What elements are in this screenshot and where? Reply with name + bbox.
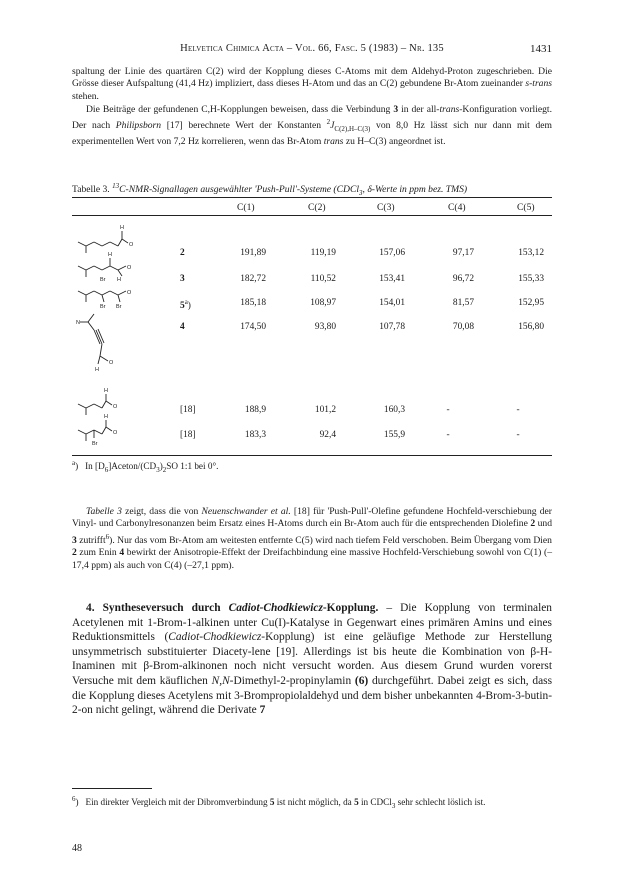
atom-label: H [108, 252, 112, 258]
s4-b2: 7 [259, 704, 266, 717]
tf-s1: 6 [104, 465, 109, 474]
atom-label: Br [100, 304, 106, 310]
s4-b1: (6) [354, 674, 369, 687]
cell: 96,72 [452, 274, 474, 284]
cell: 119,19 [310, 248, 336, 258]
cell: 155,9 [383, 430, 405, 440]
atom-label: H [120, 225, 124, 231]
p1-text: spaltung der Linie des quartären C(2) wird der Kopplung dieses C-Atoms mit dem Aldehyd-Proton zugeschrieben. Die Grösse dieser Aufspaltung (41,4 Hz) impliziert, dass dieses H-Atom und das an C(2) gebundene Br-Atom zueinander [72, 66, 552, 90]
p3-b2: 3 [72, 535, 77, 546]
cell: 153,12 [518, 248, 544, 258]
tf-t1: In [D [85, 461, 105, 472]
atom-label: O [127, 265, 132, 271]
tf-s3: 2 [162, 465, 167, 474]
table-footnote-mark: a [72, 459, 76, 467]
cell: 101,2 [314, 405, 336, 415]
fn6-mark: 6 [72, 795, 76, 803]
caption-sup: 13 [112, 182, 120, 190]
p2-i1: trans [439, 104, 460, 115]
compound-label: 5$^a$) [180, 298, 191, 312]
cell: - [446, 430, 450, 440]
col-header-c2: C(2) [308, 202, 326, 213]
page-number-bottom: 48 [72, 843, 82, 854]
s4-hi: Cadiot-Chodkiewicz [228, 602, 323, 614]
cell: 182,72 [240, 274, 266, 284]
p2-sup: 2 [326, 118, 331, 127]
p3-i2: Neuenschwander et al. [201, 506, 291, 517]
atom-label: Br [116, 304, 122, 310]
footnote-rule [72, 788, 152, 789]
cell: 174,50 [240, 322, 266, 332]
paragraph-3 [72, 506, 552, 572]
p2-t4: [17] berechnete Wert der Konstanten [161, 120, 327, 132]
s4-t2: -Kopplung) ist eine geläufige Methode zur Herstellung unsymmetrisch substituierter Diacety-lene [19]. Allerdings ist bis heute die Kombination von β-H-Inaminen mit β-Brom-alkinonen noch nicht versucht worden. Aus diesem Grund wurden vorerst Versuche mit dem käuflichen [72, 631, 552, 687]
cell: 93,80 [314, 322, 336, 332]
cell: 92,4 [319, 430, 336, 440]
atom-label: N [76, 320, 80, 326]
p3-b1: 2 [530, 518, 536, 530]
cell: 154,01 [379, 298, 405, 308]
atom-label: O [109, 360, 114, 366]
p1-italic: s-trans [525, 78, 552, 90]
p3-t1: zeigt, dass die von [121, 506, 202, 517]
page-number-top: 1431 [530, 43, 552, 55]
atom-label: O [129, 242, 134, 248]
col-header-c1: C(1) [237, 202, 255, 213]
cell: - [446, 405, 450, 415]
cell: 108,97 [310, 298, 336, 308]
fn6-t2: ist nicht möglich, da [274, 797, 355, 808]
p2-t2: in der all- [398, 104, 440, 115]
atom-label: H [117, 277, 121, 283]
structure-5 [78, 291, 126, 302]
table-footnote: $^a$) In $[D_6]Aceton/(CD_3)_2SO$ 1:1 bei 0°. [72, 459, 219, 474]
fn6-t4: sehr schlecht löslich ist. [395, 797, 486, 808]
structure-18b [78, 420, 112, 441]
s4-i2: N,N [211, 674, 230, 687]
col-header-c5: C(5) [517, 202, 535, 213]
caption-text: C-NMR-Signallagen ausgewählter 'Push-Pull'-Systeme (CDCl [119, 184, 360, 196]
fn6-b2: 5 [354, 797, 359, 808]
paragraph-2 [72, 104, 552, 148]
p2-i2: Philipsborn [115, 120, 162, 132]
col-header-c4: C(4) [448, 202, 466, 213]
cell: 153,41 [379, 274, 405, 284]
compound-label: 2 [180, 248, 185, 258]
p3-t7: bewirkt der Anisotropie-Effekt der Dreifachbindung eine massive Hochfeld-Verschiebung sowohl von C(1) (–17,4 ppm) als auch von C(4) (–27,1 ppm). [72, 547, 552, 571]
fn6-sub: 3 [391, 801, 396, 810]
caption-text2: , δ-Werte in ppm bez. TMS) [362, 184, 468, 196]
table-rule-header [72, 215, 552, 216]
running-header [72, 43, 552, 57]
p2-t1: Die Beiträge der gefundenen C,H-Kopplungen beweisen, dass die Verbindung [86, 104, 394, 115]
structure-18a [78, 394, 112, 415]
p3-sup: 6 [105, 532, 110, 541]
s4-t3: -Dimethyl-2-propinylamin [229, 674, 355, 687]
structure-3 [78, 258, 126, 277]
atom-label: O [127, 290, 132, 296]
cell: - [516, 430, 520, 440]
p3-b3: 2 [72, 547, 77, 559]
compound-sup: a [184, 298, 188, 306]
cell: - [516, 405, 520, 415]
p2-t6: zu H–C(3) angeordnet ist. [343, 135, 446, 147]
cell: 70,08 [452, 322, 474, 332]
p3-b4: 4 [119, 547, 125, 559]
journal-title: Helvetica Chimica Acta – Vol. 66, Fasc. 5 (1983) – Nr. 135 [180, 43, 444, 54]
section-4 [72, 601, 552, 718]
cell: 155,33 [518, 274, 544, 284]
compound-number: 5 [180, 301, 185, 312]
caption-sub: 3 [359, 189, 363, 198]
s4-h1: 4. Syntheseversuch durch [86, 602, 229, 614]
compound-label: 4 [180, 322, 185, 332]
cell: 191,89 [240, 248, 266, 258]
fn6-t3: in CDCl [358, 797, 392, 808]
p1-end: stehen. [72, 90, 99, 102]
structure-formulas [76, 218, 176, 454]
cell: 160,3 [383, 405, 405, 415]
structure-2 [78, 231, 128, 253]
p3-i1: Tabelle 3 [86, 506, 122, 517]
atom-label: Br [100, 277, 106, 283]
caption-prefix: Tabelle 3. [72, 184, 113, 196]
s4-t4: durchgeführt. Dabei zeigt es sich, dass die Kopplung dieses Acetylens mit 3-Brompropiolaldehyd und dem bisher unbekannten 4-Brom-3-butin-2-on nicht gelingt, während die Derivate [72, 674, 553, 717]
s4-t1: – Die Kopplung von terminalen Acetylenen mit 1-Brom-1-alkinen unter Cu(I)-Katalyse in Gegenwart eines primären Amins und eines Reduktionsmittels ( [72, 602, 553, 644]
footnote-6: $^6$) Ein direkter Vergleich mit der Dibromverbindung 5 ist nicht möglich, da 5 in CDCl$_3$ sehr schlecht löslich ist. [72, 795, 486, 810]
fn6-b1: 5 [269, 797, 275, 808]
cell: 157,06 [379, 248, 405, 258]
p3-t4: zutrifft [76, 535, 106, 546]
cell: 188,9 [244, 405, 266, 415]
cell: 152,95 [518, 298, 544, 308]
p2-t5: von 8,0 Hz lässt sich nur dann mit dem experimentellen Wert von 7,2 Hz korrelieren, wenn das Br-Atom [72, 120, 552, 147]
table-rule-bottom [72, 455, 552, 456]
tf-t3: ) [159, 461, 163, 472]
p3-t3: und [535, 518, 552, 530]
section-heading [86, 602, 378, 614]
compound-label: 3 [180, 274, 185, 284]
tf-s2: 3 [156, 465, 160, 474]
cell: 183,3 [244, 430, 266, 440]
p2-j: J [330, 120, 335, 132]
atom-label: H [104, 388, 108, 394]
table-caption [72, 182, 552, 197]
p2-t3: -Konfiguration vorliegt. Der nach [72, 104, 552, 132]
atom-label: H [104, 414, 108, 420]
atom-label: O [113, 404, 118, 410]
atom-label: H [95, 367, 99, 373]
cell: 97,17 [452, 248, 474, 258]
compound-label: [18] [180, 405, 196, 415]
p2-b1: 3 [393, 104, 399, 115]
p3-t2: [18] für 'Push-Pull'-Olefine gefundene Hochfeld-verschiebung der Vinyl- und Carbonylresonanzen beim Ersatz eines H-Atoms durch ein Br-Atom auch für die entsprechenden Diolefine [72, 506, 552, 530]
compound-label: [18] [180, 430, 196, 440]
cell: 185,18 [240, 298, 266, 308]
s4-h2: -Kopplung. [322, 602, 379, 614]
col-header-c3: C(3) [377, 202, 395, 213]
cell: 110,52 [310, 274, 336, 284]
tf-t4: SO 1:1 bei 0°. [166, 461, 219, 472]
table-rule-top [72, 197, 552, 198]
cell: 107,78 [379, 322, 405, 332]
p2-i3: trans [323, 135, 344, 147]
p3-t6: zum Enin [76, 547, 120, 559]
s4-i1: Cadiot-Chodkiewicz [168, 631, 262, 644]
cell: 81,57 [452, 298, 474, 308]
atom-label: Br [92, 441, 98, 447]
fn6-t1: Ein direkter Vergleich mit der Dibromverbindung [85, 797, 270, 808]
tf-t2: ]Aceton/(CD [108, 461, 157, 472]
p3-t5: ). Nur das vom Br-Atom am weitesten entfernte C(5) wird nach tiefem Feld verschoben. Beim Übergang vom Dien [109, 535, 552, 546]
p2-jsub: C(2),H–C(3) [334, 125, 371, 134]
atom-label: O [113, 430, 118, 436]
cell: 156,80 [518, 322, 544, 332]
paragraph-1 [72, 66, 552, 103]
structure-4 [80, 314, 108, 364]
